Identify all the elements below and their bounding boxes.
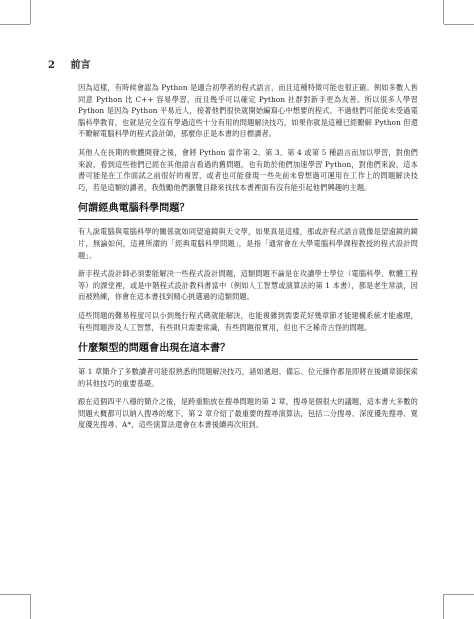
crop-mark-bottom-right-h: [444, 594, 474, 595]
crop-mark-top-left-v: [30, 0, 31, 24]
page-number: 2: [48, 60, 55, 71]
crop-mark-bottom-left-v: [30, 594, 31, 619]
crop-mark-bottom-left-h: [0, 594, 30, 595]
crop-mark-bottom-right-v: [443, 594, 444, 619]
intro-paragraph-1: 因為這樣，有時候會認為 Python 是適合初學者的程式語言，而且這種特徵可能也很正確。例如多數人皆同意 Python 比 C++ 容易學習，而且幾乎可以確定 Python 社群對新手更為友善。所以很多人學習 Python 是因為 Python 平易近人，接著他們很快就開始編寫心中想要的程式。不過他們可能從未受過電腦科學教育，也就是完全沒有學過這些十分有用的問題解決技巧，如果你就是這種已經瞭解 Python 但還不瞭解電腦科學的程式設計師，那麼你正是本書的目標讀者。: [78, 83, 418, 139]
section1-paragraph-2: 新手程式設計師必須要能解決一些程式設計問題，這類問題不論是在攻讀學士學位（電腦科學、軟體工程等）的課堂裡，或是中階程式設計教科書當中（例如人工智慧或演算法的第 1 本書），都是老生常談，因而被熟練，你會在這本書找到精心挑選過的這類問題。: [78, 269, 418, 302]
intro-paragraph-2: 其他人在長期的軟體開發之後，會將 Python 當作第 2、第 3、第 4 或第 5 種語言而加以學習，對他們來說，看到這些他們已經在其他語言看過的舊問題，也有助於他們加速學習 Python，對他們來說，這本書可能是在工作面試之前很好的複習，或者也可能發現一些先前未曾想過可運用在工作上的問題解決技巧，若是這類的讀者，我鼓勵他們瀏覽目錄來找找本書裡面有沒有能引起他們興趣的主題。: [78, 147, 418, 192]
running-header: [48, 56, 90, 71]
section1-paragraph-3: 這些問題的難易程度可以小到幾行程式碼就能解決，也能複雜到需要花好幾章節才能建構系統才能處理，有些問題涉及人工智慧，有些則只需要常識，有些問題很實用，但也不乏稀奇古怪的問題。: [78, 310, 418, 332]
crop-mark-top-left-h: [0, 24, 30, 25]
crop-mark-top-right-v: [443, 0, 444, 24]
page-body: [78, 82, 418, 438]
crop-mark-top-right-h: [444, 24, 474, 25]
section-heading-problem-types: 什麼類型的問題會出現在這本書？: [78, 342, 418, 360]
chapter-title: 前言: [70, 60, 91, 71]
section2-paragraph-2: 跟在這個四平八穩的簡介之後，是跨重點放在搜尋問題的第 2 章，搜尋是個很大的議題，這本書大多數的問題大概都可以納入搜尋的麾下，第 2 章介紹了最重要的搜尋演算法，包括二分搜尋、深度優先搜尋、寬度優先搜尋、A*，這些演算法還會在本書後續再次用到。: [78, 397, 418, 430]
section2-paragraph-1: 第 1 章簡介了多數讀者可能很熟悉的問題解決技巧，諸如遞迴、備忘、位元操作都是即將在後續章節探索的其他技巧的重要基礎。: [78, 367, 418, 388]
section-heading-classic-problems: 何謂經典電腦科學問題？: [78, 202, 418, 220]
section1-paragraph-1: 有人說電腦與電腦科學的關係就如同望遠鏡與天文學，如果真是這樣，那或許程式語言就像是望遠鏡的鏡片，無論如何，這裡所謂的「經典電腦科學問題」，是指「通常會在大學電腦科學課程教授的程式設計問題」。: [78, 227, 418, 260]
